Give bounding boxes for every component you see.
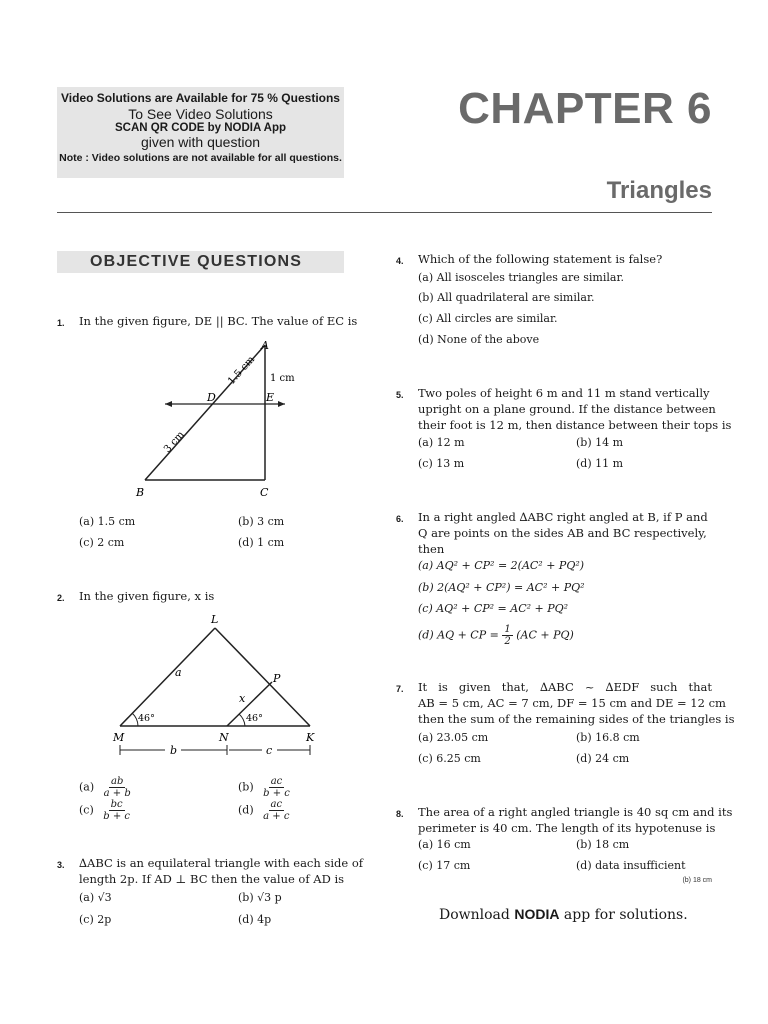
q1-option-b[interactable]: (b) 3 cm xyxy=(238,515,285,528)
q2-option-d[interactable] xyxy=(238,799,289,822)
q2-option-a-label: (a) xyxy=(79,780,95,794)
q6-option-d-fraction xyxy=(502,624,512,647)
q1-text: In the given figure, DE || BC. The value of EC is xyxy=(79,314,358,328)
notice-line-4: given with question xyxy=(140,134,261,150)
q2-option-a[interactable] xyxy=(79,776,131,799)
q6-option-a[interactable]: (a) AQ² + CP² = 2(AC² + PQ²) xyxy=(418,559,585,572)
header-divider xyxy=(57,212,712,213)
q7-option-b[interactable]: (b) 16.8 cm xyxy=(576,731,640,744)
q6-option-c[interactable]: (c) AQ² + CP² = AC² + PQ² xyxy=(418,602,569,615)
q3-option-d[interactable]: (d) 4p xyxy=(238,913,272,926)
label-L: L xyxy=(211,613,219,626)
q7-option-a[interactable]: (a) 23.05 cm xyxy=(418,731,489,744)
label-M: M xyxy=(113,731,125,744)
q6-option-d-label: (d) AQ + CP = xyxy=(418,628,499,642)
q5-option-b[interactable]: (b) 14 m xyxy=(576,436,624,449)
q2-option-b-fraction xyxy=(263,776,290,799)
label-N: N xyxy=(219,731,229,744)
video-solutions-notice xyxy=(57,87,344,178)
q4-option-d[interactable]: (d) None of the above xyxy=(418,333,540,346)
q1-option-d[interactable]: (d) 1 cm xyxy=(238,536,285,549)
q1-figure xyxy=(120,335,320,505)
download-suffix: app for solutions. xyxy=(559,907,688,923)
label-c: c xyxy=(266,744,273,757)
angle-arc-n xyxy=(239,714,245,726)
frac-num: bc xyxy=(110,799,123,810)
q8-answer-note: (b) 18 cm xyxy=(682,877,712,884)
q2-option-d-fraction xyxy=(263,799,289,822)
q7-option-c[interactable]: (c) 6.25 cm xyxy=(418,752,481,765)
q3-number: 3. xyxy=(57,860,65,870)
label-C: C xyxy=(260,486,269,499)
label-b: b xyxy=(170,744,178,757)
label-angle-m: 46° xyxy=(138,713,155,724)
q3-option-b[interactable]: (b) √3 p xyxy=(238,891,282,904)
q5-number: 5. xyxy=(396,390,404,400)
q2-option-c-label: (c) xyxy=(79,803,94,817)
arrow-right xyxy=(278,401,285,407)
label-ad: 1.5 cm xyxy=(226,354,258,388)
q1-option-a[interactable]: (a) 1.5 cm xyxy=(79,515,136,528)
line-lk xyxy=(215,628,310,726)
label-K: K xyxy=(306,731,315,744)
label-angle-n: 46° xyxy=(246,713,263,724)
q1-option-c[interactable]: (c) 2 cm xyxy=(79,536,125,549)
q5-line-1: Two poles of height 6 m and 11 m stand vertically xyxy=(418,386,710,400)
q3-option-c[interactable]: (c) 2p xyxy=(79,913,112,926)
frac-den: b + c xyxy=(263,788,290,799)
q5-option-c[interactable]: (c) 13 m xyxy=(418,457,465,470)
frac-num: ac xyxy=(270,776,283,787)
notice-line-5: Note : Video solutions are not available for all questions. xyxy=(59,152,342,164)
q4-text: Which of the following statement is false? xyxy=(418,252,663,266)
q2-number: 2. xyxy=(57,593,65,603)
q6-option-b[interactable]: (b) 2(AQ² + CP²) = AC² + PQ² xyxy=(418,581,585,594)
line-ml xyxy=(120,628,215,726)
q8-option-a[interactable]: (a) 16 cm xyxy=(418,838,471,851)
section-title: OBJECTIVE QUESTIONS xyxy=(57,251,344,273)
q7-line-3: then the sum of the remaining sides of the triangles is xyxy=(418,712,735,726)
nodia-brand: NODIA xyxy=(514,906,560,922)
chapter-topic: Triangles xyxy=(606,177,712,204)
frac-den: 2 xyxy=(504,636,511,647)
q8-option-c[interactable]: (c) 17 cm xyxy=(418,859,471,872)
label-x: x xyxy=(239,692,246,705)
q5-option-a[interactable]: (a) 12 m xyxy=(418,436,465,449)
label-ae: 1 cm xyxy=(270,373,295,384)
q7-line-2: AB = 5 cm, AC = 7 cm, DF = 15 cm and DE = 12 cm xyxy=(418,696,726,710)
arrow-left xyxy=(165,401,172,407)
notice-line-2: To See Video Solutions xyxy=(128,106,273,122)
q3-line-1: ∆ABC is an equilateral triangle with each side of xyxy=(79,856,364,870)
q6-line-2: Q are points on the sides AB and BC respectively, xyxy=(418,526,707,540)
q2-option-c[interactable] xyxy=(79,799,130,822)
q3-line-2: length 2p. If AD ⊥ BC then the value of AD is xyxy=(79,872,345,886)
q5-option-d[interactable]: (d) 11 m xyxy=(576,457,624,470)
q2-option-d-label: (d) xyxy=(238,803,254,817)
q2-figure xyxy=(105,608,325,758)
q6-option-d[interactable] xyxy=(418,624,574,647)
q2-text: In the given figure, x is xyxy=(79,589,215,603)
q2-option-b-label: (b) xyxy=(238,780,254,794)
q5-line-3: their foot is 12 m, then distance between their tops is xyxy=(418,418,732,432)
chapter-title: CHAPTER 6 xyxy=(458,84,712,133)
q8-number: 8. xyxy=(396,809,404,819)
q5-line-2: upright on a plane ground. If the distance between xyxy=(418,402,716,416)
label-E: E xyxy=(266,391,275,404)
q7-number: 7. xyxy=(396,684,404,694)
frac-num: 1 xyxy=(504,624,511,635)
frac-den: a + c xyxy=(263,811,290,822)
q7-option-d[interactable]: (d) 24 cm xyxy=(576,752,630,765)
q2-option-b[interactable] xyxy=(238,776,290,799)
q1-number: 1. xyxy=(57,318,65,328)
q6-number: 6. xyxy=(396,514,404,524)
q8-option-d[interactable]: (d) data insufficient xyxy=(576,859,686,872)
q6-line-1: In a right angled ∆ABC right angled at B, if P and xyxy=(418,510,708,524)
label-a: a xyxy=(175,666,182,679)
frac-den: a + b xyxy=(103,788,131,799)
download-app-note[interactable] xyxy=(439,906,688,923)
label-A: A xyxy=(261,339,269,352)
q4-option-a[interactable]: (a) All isosceles triangles are similar. xyxy=(418,271,624,284)
q2-option-c-fraction xyxy=(103,799,130,822)
label-B: B xyxy=(136,486,145,499)
q4-option-c[interactable]: (c) All circles are similar. xyxy=(418,312,558,325)
frac-den: b + c xyxy=(103,811,130,822)
q8-option-b[interactable]: (b) 18 cm xyxy=(576,838,630,851)
q4-option-b[interactable]: (b) All quadrilateral are similar. xyxy=(418,291,595,304)
q7-line-1: It is given that, ∆ABC ~ ∆EDF such that xyxy=(418,680,712,694)
q6-option-d-tail: (AC + PQ) xyxy=(516,628,574,642)
q4-number: 4. xyxy=(396,256,404,266)
frac-num: ac xyxy=(270,799,283,810)
notice-line-3: SCAN QR CODE by NODIA App xyxy=(114,122,286,134)
q2-option-a-fraction xyxy=(104,776,131,799)
download-prefix: Download xyxy=(439,907,515,923)
q8-line-1: The area of a right angled triangle is 40 sq cm and its xyxy=(418,805,733,819)
frac-num: ab xyxy=(111,776,124,787)
q3-option-a[interactable]: (a) √3 xyxy=(79,891,112,904)
q6-line-3: then xyxy=(418,542,445,556)
q8-line-2: perimeter is 40 cm. The length of its hypotenuse is xyxy=(418,821,716,835)
notice-line-1: Video Solutions are Available for 75 % Questions xyxy=(61,91,340,105)
label-db: 3 cm xyxy=(162,429,187,456)
label-P: P xyxy=(273,672,281,685)
label-D: D xyxy=(207,391,216,404)
